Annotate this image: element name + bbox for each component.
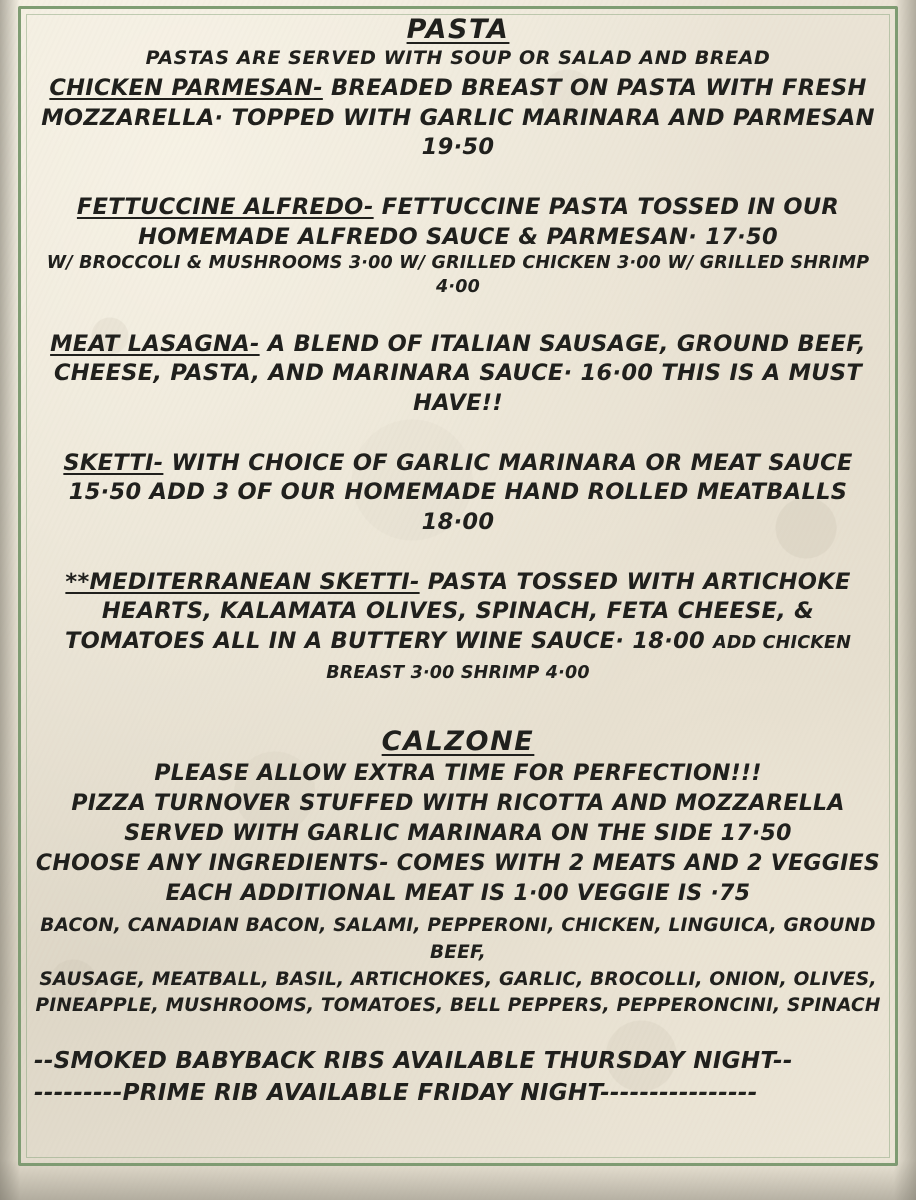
menu-item-meat-lasagna — [30, 330, 886, 419]
menu-item-name: SKETTI- — [63, 449, 164, 476]
menu-item-name: MEAT LASAGNA- — [50, 330, 260, 357]
menu-item-name: **MEDITERRANEAN SKETTI- — [65, 568, 420, 595]
calzone-details — [30, 759, 886, 909]
calzone-ingredient-line: BACON, CANADIAN BACON, SALAMI, PEPPERONI, CHICKEN, LINGUICA, GROUND BEEF, — [40, 914, 876, 963]
specials-note — [30, 1046, 886, 1109]
menu-item-description: WITH CHOICE OF GARLIC MARINARA OR MEAT SAUCE 15·50 ADD 3 OF OUR HOMEMADE HAND ROLLED MEATBALLS 18·00 — [68, 449, 853, 535]
menu-item-name: CHICKEN PARMESAN- — [49, 74, 323, 101]
calzone-line: PLEASE ALLOW EXTRA TIME FOR PERFECTION!!! — [154, 761, 762, 787]
calzone-section-title: CALZONE — [381, 726, 535, 758]
calzone-line: PIZZA TURNOVER STUFFED WITH RICOTTA AND MOZZARELLA — [71, 791, 845, 817]
pasta-section-subtitle: PASTAS ARE SERVED WITH SOUP OR SALAD AND BREAD — [145, 47, 771, 70]
menu-item-sketti — [30, 449, 886, 538]
menu-item-description: FETTUCCINE PASTA TOSSED IN OUR HOMEMADE ALFREDO SAUCE & PARMESAN· 17·50 — [138, 193, 840, 250]
spacer — [30, 314, 886, 330]
menu-item-name: FETTUCCINE ALFREDO- — [76, 193, 374, 220]
menu-item-description: A BLEND OF ITALIAN SAUSAGE, GROUND BEEF, CHEESE, PASTA, AND MARINARA SAUCE· 16·00 THIS IS A MUST HAVE!! — [53, 330, 866, 416]
spacer — [30, 700, 886, 726]
page-edge-shadow-bottom — [0, 1160, 916, 1200]
menu-item-description: BREADED BREAST ON PASTA WITH FRESH MOZZARELLA· TOPPED WITH GARLIC MARINARA AND PARMESAN 19·50 — [41, 74, 875, 161]
menu-item-mediterranean-sketti — [30, 568, 886, 687]
spacer — [30, 552, 886, 568]
page-edge-shadow-left — [0, 0, 20, 1200]
calzone-line: CHOOSE ANY INGREDIENTS- COMES WITH 2 MEATS AND 2 VEGGIES — [35, 851, 881, 877]
menu-item-chicken-parmesan — [30, 74, 886, 163]
spacer — [30, 1020, 886, 1046]
calzone-ingredients — [30, 913, 886, 1020]
specials-line-thursday: --SMOKED BABYBACK RIBS AVAILABLE THURSDAY NIGHT-- — [34, 1048, 793, 1075]
menu-content — [30, 14, 886, 1110]
menu-item-fettuccine-alfredo — [30, 193, 886, 300]
specials-line-friday: ---------PRIME RIB AVAILABLE FRIDAY NIGHT---------------- — [34, 1079, 758, 1106]
spacer — [30, 433, 886, 449]
menu-item-addons: W/ BROCCOLI & MUSHROOMS 3·00 W/ GRILLED CHICKEN 3·00 W/ GRILLED SHRIMP 4·00 — [46, 253, 870, 297]
calzone-ingredient-line: PINEAPPLE, MUSHROOMS, TOMATOES, BELL PEPPERS, PEPPERONCINI, SPINACH — [35, 995, 881, 1017]
page-edge-shadow-right — [894, 0, 916, 1200]
pasta-section-title: PASTA — [406, 14, 510, 45]
calzone-ingredient-line: SAUSAGE, MEATBALL, BASIL, ARTICHOKES, GARLIC, BROCOLLI, ONION, OLIVES, — [39, 968, 877, 990]
menu-item-addons: ADD CHICKEN BREAST 3·00 SHRIMP 4·00 — [326, 633, 852, 683]
menu-item-description: PASTA TOSSED WITH ARTICHOKE HEARTS, KALAMATA OLIVES, SPINACH, FETA CHEESE, & TOMATOES ALL IN A BUTTERY WINE SAUCE· 18·00 — [64, 568, 851, 655]
calzone-line: EACH ADDITIONAL MEAT IS 1·00 VEGGIE IS ·75 — [165, 881, 751, 907]
spacer — [30, 177, 886, 193]
calzone-line: SERVED WITH GARLIC MARINARA ON THE SIDE 17·50 — [124, 821, 792, 847]
